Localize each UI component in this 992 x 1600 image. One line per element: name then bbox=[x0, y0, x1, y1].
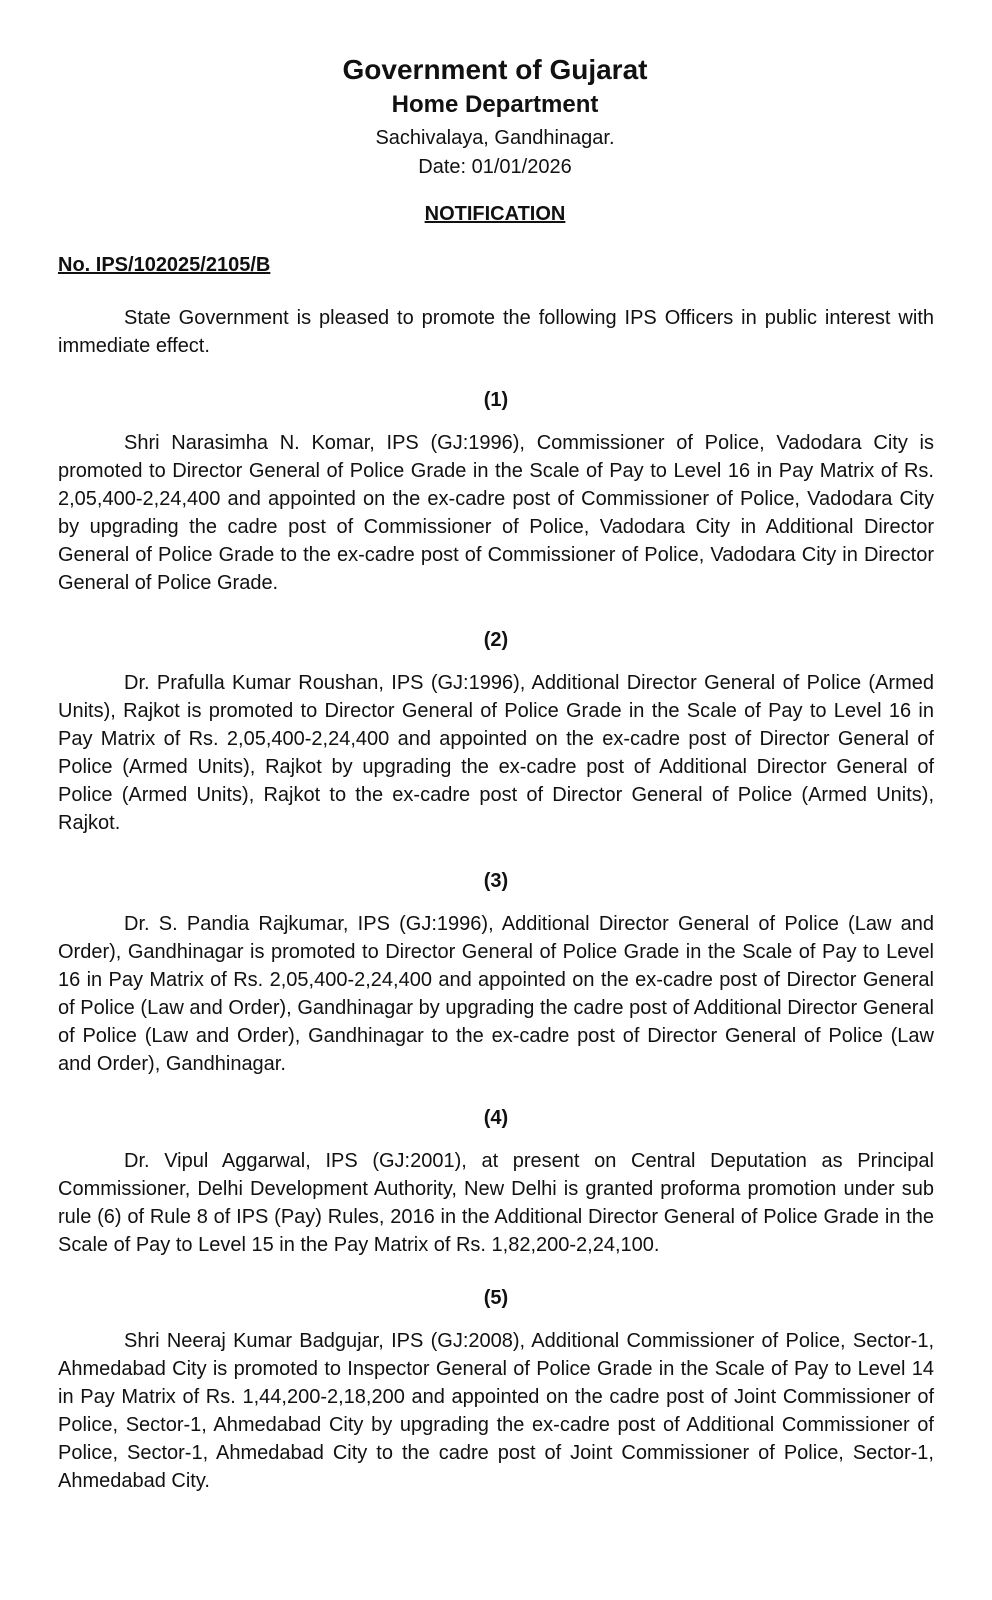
item-paragraph-4: Dr. Vipul Aggarwal, IPS (GJ:2001), at present on Central Deputation as Principal Commissioner, Delhi Development Authority, New Delhi is granted proforma promotion under sub rule (6) of Rule 8 of IPS (Pay) Rules, 2016 in the Additional Director General of Police Grade in the Scale of Pay to Level 15 in the Pay Matrix of Rs. 1,82,200-2,24,100. bbox=[58, 1150, 934, 1256]
notification-date: Date: 01/01/2026 bbox=[418, 156, 572, 178]
item-number-5: (5) bbox=[483, 1287, 509, 1309]
office-location: Sachivalaya, Gandhinagar. bbox=[375, 127, 615, 149]
item-number-3: (3) bbox=[483, 870, 509, 892]
item-paragraph-1: Shri Narasimha N. Komar, IPS (GJ:1996), Commissioner of Police, Vadodara City is promoted to Director General of Police Grade in the Scale of Pay to Level 16 in Pay Matrix of Rs. 2,05,400-2,24,400 and appointed on the ex-cadre post of Commissioner of Police, Vadodara City by upgrading the cadre post of Commissioner of Police, Vadodara City in Additional Director General of Police Grade to the ex-cadre post of Commissioner of Police, Vadodara City in Director General of Police Grade. bbox=[58, 432, 934, 594]
department-title: Home Department bbox=[391, 91, 599, 118]
item-paragraph-3: Dr. S. Pandia Rajkumar, IPS (GJ:1996), Additional Director General of Police (Law and Order), Gandhinagar is promoted to Director General of Police Grade in the Scale of Pay to Level 16 in Pay Matrix of Rs. 2,05,400-2,24,400 and appointed on the ex-cadre post of Director General of Police (Law and Order), Gandhinagar by upgrading the cadre post of Additional Director General of Police (Law and Order), Gandhinagar to the ex-cadre post of Director General of Police (Law and Order), Gandhinagar. bbox=[58, 913, 934, 1075]
item-paragraph-5: Shri Neeraj Kumar Badgujar, IPS (GJ:2008), Additional Commissioner of Police, Sector-1, Ahmedabad City is promoted to Inspector General of Police Grade in the Scale of Pay to Level 14 in Pay Matrix of Rs. 1,44,200-2,18,200 and appointed on the cadre post of Joint Commissioner of Police, Sector-1, Ahmedabad City by upgrading the ex-cadre post of Additional Commissioner of Police, Sector-1, Ahmedabad City to the cadre post of Joint Commissioner of Police, Sector-1, Ahmedabad City. bbox=[58, 1330, 934, 1492]
item-number-2: (2) bbox=[483, 629, 509, 651]
reference-number: No. IPS/102025/2105/B bbox=[58, 254, 271, 276]
item-number-1: (1) bbox=[483, 389, 509, 411]
item-number-4: (4) bbox=[483, 1107, 509, 1129]
government-title: Government of Gujarat bbox=[342, 54, 648, 85]
intro-paragraph: State Government is pleased to promote the following IPS Officers in public interest with immediate effect. bbox=[58, 307, 934, 357]
notification-heading: NOTIFICATION bbox=[424, 203, 566, 225]
item-paragraph-2: Dr. Prafulla Kumar Roushan, IPS (GJ:1996), Additional Director General of Police (Armed Units), Rajkot is promoted to Director General of Police Grade in the Scale of Pay to Level 16 in Pay Matrix of Rs. 2,05,400-2,24,400 and appointed on the ex-cadre post of Director General of Police (Armed Units), Rajkot by upgrading the ex-cadre post of Additional Director General of Police (Armed Units), Rajkot to the ex-cadre post of Director General of Police (Armed Units), Rajkot. bbox=[58, 672, 934, 834]
